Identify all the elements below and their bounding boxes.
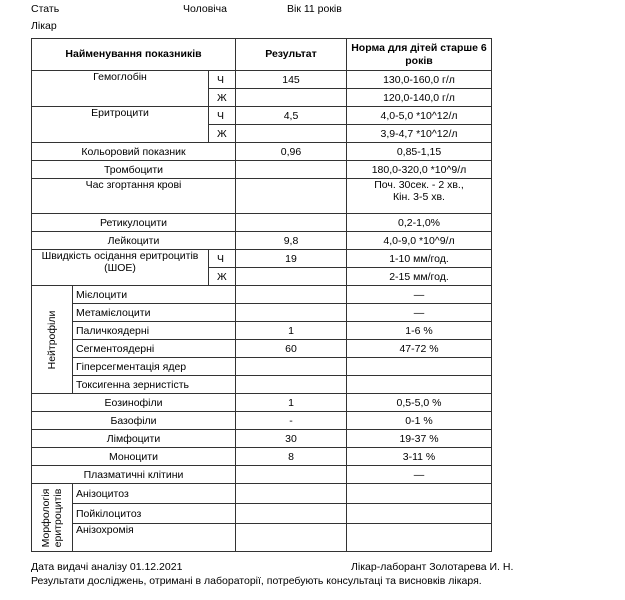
lab-doctor: Лікар-лаборант Золотарева И. Н. — [351, 561, 514, 573]
neutrophils-group-label: Нейтрофіли — [46, 310, 58, 369]
neutrophil-name: Токсигенна зернистість — [73, 376, 236, 394]
color-index-name: Кольоровий показник — [32, 143, 236, 161]
hemoglobin-norm-f: 120,0-140,0 г/л — [347, 89, 492, 107]
eosinophils-result: 1 — [236, 394, 347, 412]
sex-m: Ч — [209, 107, 236, 125]
esr-name-line1: Швидкість осідання еритроцитів — [41, 250, 199, 262]
basophils-norm: 0-1 % — [347, 412, 492, 430]
morphology-group — [32, 484, 73, 552]
morphology-result — [236, 504, 347, 524]
neutrophil-result: 1 — [236, 322, 347, 340]
clotting-name: Час згортання крові — [32, 179, 236, 214]
table-row — [32, 232, 492, 250]
monocytes-name: Моноцити — [32, 448, 236, 466]
table-row — [32, 143, 492, 161]
neutrophil-name: Сегментоядерні — [73, 340, 236, 358]
table-row — [32, 286, 492, 304]
basophils-result: - — [236, 412, 347, 430]
table-row — [32, 304, 492, 322]
sex-value: Чоловіча — [183, 3, 227, 15]
table-row — [32, 484, 492, 504]
neutrophil-norm: — — [347, 304, 492, 322]
header-result: Результат — [236, 39, 347, 71]
neutrophil-norm: — — [347, 286, 492, 304]
esr-norm-m: 1-10 мм/год. — [347, 250, 492, 268]
morphology-norm — [347, 484, 492, 504]
sex-f: Ж — [209, 268, 236, 286]
clotting-result — [236, 179, 347, 214]
morphology-result — [236, 484, 347, 504]
neutrophil-norm: 1-6 % — [347, 322, 492, 340]
esr-norm-f: 2-15 мм/год. — [347, 268, 492, 286]
morphology-norm — [347, 504, 492, 524]
table-row — [32, 179, 492, 214]
table-row — [32, 504, 492, 524]
morphology-norm — [347, 524, 492, 552]
neutrophil-norm — [347, 358, 492, 376]
table-row — [32, 107, 492, 125]
table-row — [32, 250, 492, 268]
lymphocytes-norm: 19-37 % — [347, 430, 492, 448]
lymphocytes-result: 30 — [236, 430, 347, 448]
neutrophil-result — [236, 376, 347, 394]
erythrocytes-norm-m: 4,0-5,0 *10^12/л — [347, 107, 492, 125]
neutrophil-norm: 47-72 % — [347, 340, 492, 358]
table-row — [32, 430, 492, 448]
disclaimer: Результати досліджень, отримані в лабораторії, потребують консультаці та висновків лікаря. — [31, 575, 482, 587]
sex-f: Ж — [209, 89, 236, 107]
table-row — [32, 322, 492, 340]
erythrocytes-result: 4,5 — [236, 107, 347, 125]
table-row — [32, 358, 492, 376]
issue-date: Дата видачі аналізу 01.12.2021 — [31, 561, 183, 573]
neutrophil-norm — [347, 376, 492, 394]
clotting-norm-line1: Поч. 30сек. - 2 хв., — [374, 179, 464, 191]
neutrophil-result — [236, 304, 347, 322]
lymphocytes-name: Лімфоцити — [32, 430, 236, 448]
clotting-norm — [347, 179, 492, 214]
table-row — [32, 448, 492, 466]
sex-f: Ж — [209, 125, 236, 143]
table-row — [32, 524, 492, 552]
hemoglobin-norm-m: 130,0-160,0 г/л — [347, 71, 492, 89]
color-index-result: 0,96 — [236, 143, 347, 161]
table-row — [32, 340, 492, 358]
morphology-name: Анізохромія — [73, 524, 236, 552]
table-row — [32, 394, 492, 412]
neutrophil-name: Гіперсегментація ядер — [73, 358, 236, 376]
esr-name — [32, 250, 209, 286]
header-name: Найменування показників — [32, 39, 236, 71]
sex-m: Ч — [209, 71, 236, 89]
esr-result: 19 — [236, 250, 347, 268]
color-index-norm: 0,85-1,15 — [347, 143, 492, 161]
basophils-name: Базофіли — [32, 412, 236, 430]
table-row — [32, 214, 492, 232]
platelets-name: Тромбоцити — [32, 161, 236, 179]
eosinophils-name: Еозинофіли — [32, 394, 236, 412]
morphology-name: Пойкілоцитоз — [73, 504, 236, 524]
age: Вік 11 років — [287, 3, 342, 15]
neutrophil-result — [236, 358, 347, 376]
table-row — [32, 412, 492, 430]
hemoglobin-name: Гемоглобін — [32, 71, 209, 107]
hemoglobin-result: 145 — [236, 71, 347, 89]
sex-m: Ч — [209, 250, 236, 268]
neutrophil-name: Метамієлоцити — [73, 304, 236, 322]
erythrocytes-norm-f: 3,9-4,7 *10^12/л — [347, 125, 492, 143]
plasma-cells-norm: — — [347, 466, 492, 484]
reticulocytes-norm: 0,2-1,0% — [347, 214, 492, 232]
neutrophils-group — [32, 286, 73, 394]
plasma-cells-name: Плазматичні клітини — [32, 466, 236, 484]
table-row — [32, 161, 492, 179]
results-table — [31, 38, 492, 552]
monocytes-norm: 3-11 % — [347, 448, 492, 466]
leukocytes-norm: 4,0-9,0 *10^9/л — [347, 232, 492, 250]
reticulocytes-name: Ретикулоцити — [32, 214, 236, 232]
leukocytes-name: Лейкоцити — [32, 232, 236, 250]
morphology-result — [236, 524, 347, 552]
erythrocytes-name: Еритроцити — [32, 107, 209, 143]
table-row — [32, 71, 492, 89]
clotting-norm-line2: Кін. 3-5 хв. — [393, 191, 445, 203]
morphology-name: Анізоцитоз — [73, 484, 236, 504]
header-norm: Норма для дітей старше 6 років — [347, 39, 492, 71]
neutrophil-result: 60 — [236, 340, 347, 358]
monocytes-result: 8 — [236, 448, 347, 466]
platelets-norm: 180,0-320,0 *10^9/л — [347, 161, 492, 179]
morphology-group-label — [40, 488, 64, 547]
hemoglobin-result-f — [236, 89, 347, 107]
erythrocytes-result-f — [236, 125, 347, 143]
doctor-label: Лікар — [31, 20, 57, 32]
esr-name-line2: (ШОЕ) — [104, 262, 136, 274]
table-row — [32, 466, 492, 484]
table-header-row — [32, 39, 492, 71]
table-row — [32, 376, 492, 394]
neutrophil-name: Мієлоцити — [73, 286, 236, 304]
platelets-result — [236, 161, 347, 179]
leukocytes-result: 9,8 — [236, 232, 347, 250]
plasma-cells-result — [236, 466, 347, 484]
neutrophil-name: Паличкоядерні — [73, 322, 236, 340]
neutrophil-result — [236, 286, 347, 304]
morphology-group-line1: Морфологія — [40, 488, 52, 547]
reticulocytes-result — [236, 214, 347, 232]
sex-label: Стать — [31, 3, 60, 15]
morphology-group-line2: еритроцитів — [52, 488, 64, 547]
esr-result-f — [236, 268, 347, 286]
eosinophils-norm: 0,5-5,0 % — [347, 394, 492, 412]
